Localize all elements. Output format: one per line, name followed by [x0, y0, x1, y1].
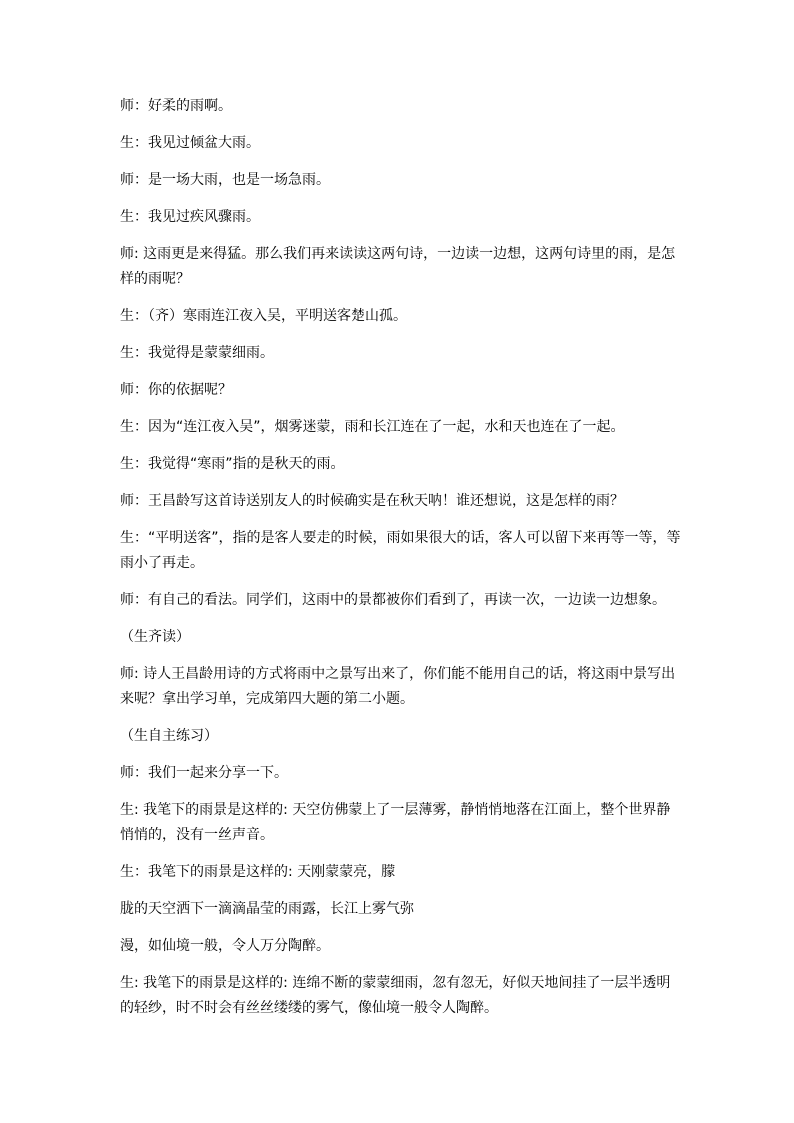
paragraph: 生：我见过倾盆大雨。: [120, 135, 260, 151]
paragraph: 师：是一场大雨，也是一场急雨。: [120, 172, 330, 188]
paragraph: 师：我们一起来分享一下。: [120, 765, 288, 781]
paragraph: 生：我觉得是蒙蒙细雨。: [120, 345, 274, 361]
document-body: [120, 94, 682, 1033]
paragraph: 生：（齐）寒雨连江夜入吴，平明送客楚山孤。: [120, 308, 407, 324]
paragraph: 师：王昌龄写这首诗送别友人的时候确实是在秋天呐！谁还想说，这是怎样的雨？: [120, 493, 624, 509]
paragraph: 生：“平明送客”，指的是客人要走的时候，雨如果很大的话，客人可以留下来再等一等，等雨小了再走。: [120, 530, 681, 571]
paragraph: 师：你的依据呢？: [120, 382, 232, 398]
paragraph: 生: 我笔下的雨景是这样的: 天空仿佛蒙上了一层薄雾，静悄悄地落在江面上，整个世界静悄悄的，没有一丝声音。: [120, 802, 671, 843]
paragraph: （生自主练习）: [120, 728, 218, 744]
paragraph: 师: 这雨更是来得猛。那么我们再来读读这两句诗，一边读一边想，这两句诗里的雨，是怎样的雨呢？: [120, 246, 676, 287]
paragraph: 师：有自己的看法。同学们，这雨中的景都被你们看到了，再读一次，一边读一边想象。: [120, 592, 666, 608]
paragraph: 生: 我笔下的雨景是这样的: 连绵不断的蒙蒙细雨，忽有忽无，好似天地间挂了一层半透明的轻纱，时不时会有丝丝缕缕的雾气，像仙境一般令人陶醉。: [120, 975, 671, 1016]
paragraph: （生齐读）: [120, 629, 190, 645]
paragraph: 生：因为“连江夜入吴”，烟雾迷蒙，雨和长江连在了一起，水和天也连在了一起。: [120, 419, 625, 435]
paragraph: 生：我见过疾风骤雨。: [120, 209, 260, 225]
paragraph: 胧的天空洒下一滴滴晶莹的雨露，长江上雾气弥: [120, 901, 414, 917]
paragraph: 师: 诗人王昌龄用诗的方式将雨中之景写出来了，你们能不能用自己的话，将这雨中景写出来呢？拿出学习单，完成第四大题的第二小题。: [120, 666, 676, 707]
paragraph: 生：我觉得“寒雨”指的是秋天的雨。: [120, 456, 345, 472]
paragraph: 生：我笔下的雨景是这样的: 天刚蒙蒙亮，朦: [120, 864, 396, 880]
paragraph: 师：好柔的雨啊。: [120, 98, 232, 114]
paragraph: 漫，如仙境一般，令人万分陶醉。: [120, 938, 330, 954]
